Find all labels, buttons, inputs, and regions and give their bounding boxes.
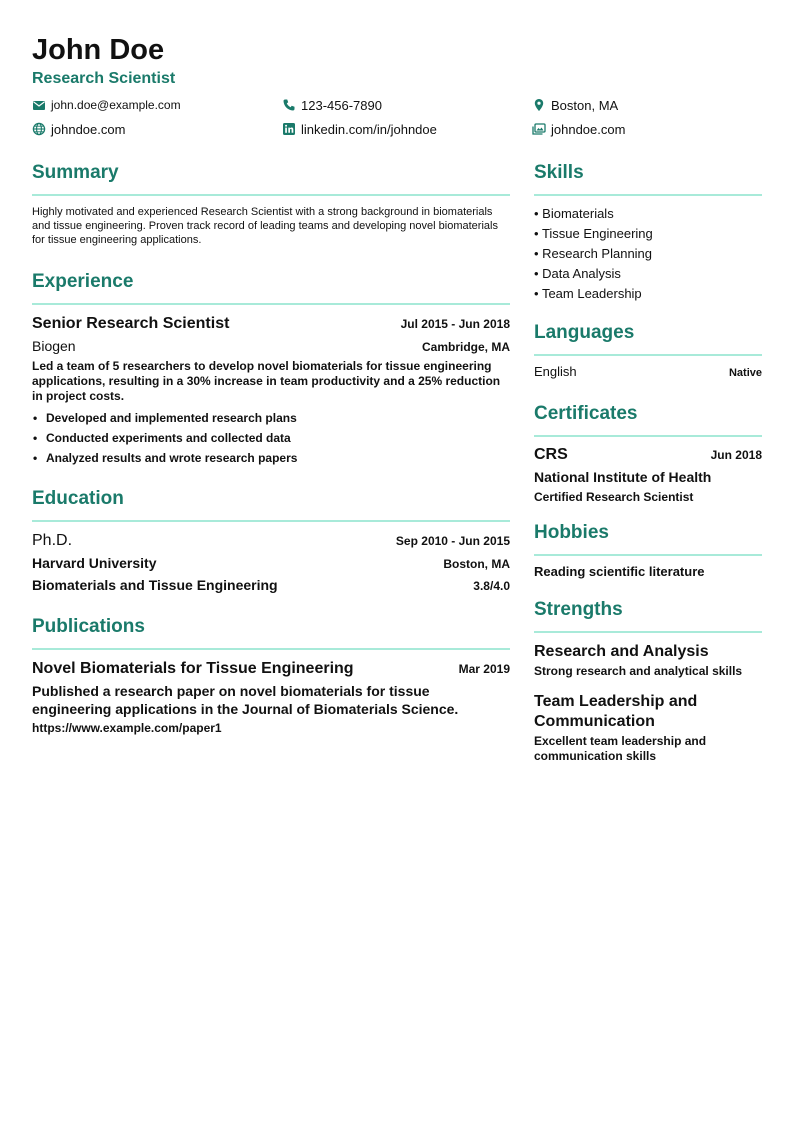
hobbies-section: [534, 520, 762, 579]
certificates-section: [534, 401, 762, 506]
language-level: Native: [728, 367, 762, 379]
portfolio-icon: [532, 122, 546, 136]
list-item: • Developed and implemented research plans: [32, 408, 510, 428]
list-item: • Data Analysis: [534, 264, 762, 284]
list-item: • Biomaterials: [534, 204, 762, 224]
pub-date: Mar 2019: [458, 662, 510, 676]
education-heading: Education: [32, 486, 510, 522]
contact-website[interactable]: [32, 120, 282, 138]
resume-page: [32, 32, 762, 763]
candidate-title: Research Scientist: [32, 70, 176, 87]
candidate-name: John Doe: [32, 34, 165, 66]
location-text: Boston, MA: [551, 97, 619, 113]
contact-portfolio[interactable]: [532, 120, 762, 138]
publications-section: [32, 614, 510, 735]
publication-entry: [32, 658, 510, 735]
strength-description: Strong research and analytical skills: [534, 664, 743, 678]
contact-linkedin[interactable]: [282, 120, 532, 138]
experience-entry: [32, 313, 510, 468]
certificate-entry: [534, 444, 762, 506]
summary-heading: Summary: [32, 160, 510, 196]
job-location: Cambridge, MA: [421, 340, 510, 354]
cert-issuer: National Institute of Health: [534, 469, 712, 485]
edu-location: Boston, MA: [443, 557, 510, 571]
cert-description: Certified Research Scientist: [534, 490, 694, 504]
strength-title: Research and Analysis: [534, 643, 709, 660]
language-row: [534, 364, 762, 379]
job-position: Senior Research Scientist: [32, 315, 230, 332]
contact-email[interactable]: [32, 96, 282, 114]
edu-gpa: 3.8/4.0: [473, 579, 510, 593]
experience-heading: Experience: [32, 269, 510, 305]
linkedin-text: linkedin.com/in/johndoe: [301, 121, 437, 137]
publications-heading: Publications: [32, 614, 510, 650]
hobbies-heading: Hobbies: [534, 520, 762, 556]
contact-phone[interactable]: [282, 96, 532, 114]
left-column: [32, 160, 510, 747]
languages-section: [534, 320, 762, 379]
language-name: English: [534, 364, 577, 379]
edu-degree: Ph.D.: [32, 532, 73, 549]
edu-dates: Sep 2010 - Jun 2015: [395, 534, 510, 548]
pub-link[interactable]: https://www.example.com/paper1: [32, 721, 222, 735]
skills-list: [534, 204, 762, 304]
strengths-heading: Strengths: [534, 597, 762, 633]
phone-icon: [282, 98, 296, 112]
strength-entry: [534, 692, 762, 764]
list-item: • Team Leadership: [534, 284, 762, 304]
job-description: Led a team of 5 researchers to develop novel biomaterials for tissue engineering applications, resulting in a 30% increase in team productivity and a 25% reduction in project costs.: [32, 359, 501, 403]
phone-text: 123-456-7890: [301, 97, 382, 113]
contact-info: [32, 96, 762, 138]
portfolio-text: johndoe.com: [551, 121, 626, 137]
list-item: • Tissue Engineering: [534, 224, 762, 244]
experience-section: [32, 269, 510, 468]
languages-heading: Languages: [534, 320, 762, 356]
cert-date: Jun 2018: [710, 448, 762, 462]
right-column: [534, 160, 762, 776]
list-item: • Conducted experiments and collected data: [32, 428, 510, 448]
strength-title: Team Leadership and Communication: [534, 693, 698, 730]
strength-description: Excellent team leadership and communication skills: [534, 734, 707, 763]
edu-field: Biomaterials and Tissue Engineering: [32, 577, 278, 593]
job-company: Biogen: [32, 338, 76, 354]
education-entry: [32, 530, 510, 596]
skills-heading: Skills: [534, 160, 762, 196]
website-text: johndoe.com: [51, 121, 126, 137]
skills-section: [534, 160, 762, 304]
hobby-item: Reading scientific literature: [534, 564, 705, 579]
email-text: john.doe@example.com: [51, 98, 181, 112]
summary-text: Highly motivated and experienced Research Scientist with a strong background in biomaterials and tissue engineering. Proven track record of leading teams and developing novel biomaterials for tissue engineering applications.: [32, 206, 498, 246]
list-item: • Research Planning: [534, 244, 762, 264]
strength-entry: [534, 642, 762, 679]
education-section: [32, 486, 510, 596]
job-bullets: [32, 408, 510, 468]
cert-name: CRS: [534, 446, 568, 463]
job-dates: Jul 2015 - Jun 2018: [400, 317, 510, 331]
pub-title: Novel Biomaterials for Tissue Engineering: [32, 660, 354, 677]
summary-section: [32, 160, 510, 247]
contact-location: [532, 96, 762, 114]
list-item: • Analyzed results and wrote research papers: [32, 448, 510, 468]
map-pin-icon: [532, 98, 546, 112]
strengths-section: [534, 597, 762, 764]
edu-school: Harvard University: [32, 555, 157, 571]
envelope-icon: [32, 98, 46, 112]
linkedin-icon: [282, 122, 296, 136]
globe-icon: [32, 122, 46, 136]
certificates-heading: Certificates: [534, 401, 762, 437]
pub-description: Published a research paper on novel biomaterials for tissue engineering applications in the Journal of Biomaterials Science.: [32, 683, 459, 717]
